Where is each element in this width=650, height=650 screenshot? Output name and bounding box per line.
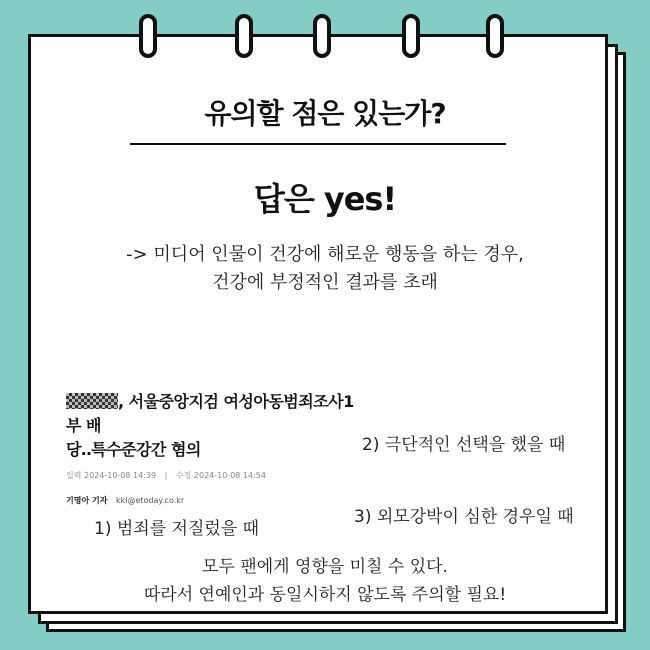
- binder-ring-icon: [235, 14, 253, 58]
- news-input-date: 입력 2024-10-08 14:39: [66, 471, 157, 480]
- news-edit-date: 수정 2024-10-08 14:54: [175, 471, 266, 480]
- answer-heading: 답은 yes!: [253, 180, 397, 218]
- news-headline: [66, 390, 356, 462]
- binder-ring-icon: [139, 14, 157, 58]
- point-3: 3) 외모강박이 심한 경우일 때: [354, 507, 574, 527]
- description-line-2: 건강에 부정적인 결과를 초래: [212, 272, 438, 293]
- footer-line-1: 모두 팬에게 영향을 미칠 수 있다.: [202, 557, 448, 577]
- censored-name-mosaic: [66, 393, 118, 409]
- news-meta: [66, 470, 356, 481]
- title-divider: [130, 143, 506, 145]
- news-clipping: [66, 390, 356, 506]
- news-headline-line-2: 당‥특수준강간 혐의: [66, 440, 201, 459]
- binder-ring-icon: [486, 14, 504, 58]
- news-email: kki@etoday.co.kr: [115, 496, 185, 505]
- news-author: 기명아 기자: [66, 496, 108, 505]
- page-title: 유의할 점은 있는가?: [204, 97, 446, 130]
- news-byline: [66, 495, 356, 506]
- binder-rings: [0, 0, 650, 80]
- news-headline-line-1: , 서울중앙지검 여성아동범죄조사1부 배: [66, 392, 354, 435]
- footer-line-2: 따라서 연예인과 동일시하지 않도록 주의할 필요!: [143, 585, 507, 605]
- point-2: 2) 극단적인 선택을 했을 때: [362, 435, 566, 455]
- binder-ring-icon: [313, 14, 331, 58]
- binder-ring-icon: [402, 14, 420, 58]
- point-1: 1) 범죄를 저질렀을 때: [94, 519, 260, 539]
- description-line-1: -> 미디어 인물이 건강에 해로운 행동을 하는 경우,: [126, 244, 524, 265]
- news-meta-separator: |: [164, 471, 168, 480]
